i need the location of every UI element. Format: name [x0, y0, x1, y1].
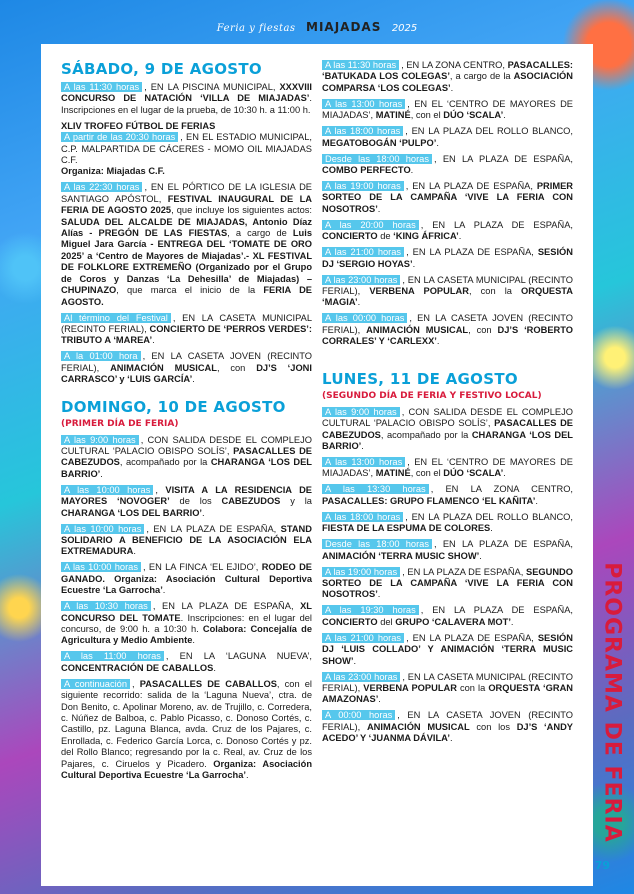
event-highlight: DJ’S ‘ANDY ACEDO’ Y ‘JUANMA DÁVILA’	[322, 721, 573, 744]
event-text: .	[490, 523, 493, 534]
event-time: A las 13:30 horas	[322, 484, 429, 494]
event-text: , EN LA PLAZA DE ESPAÑA,	[434, 153, 573, 164]
event-highlight: XL CONCURSO DEL TOMATE	[61, 601, 312, 623]
event-entry	[322, 247, 573, 270]
event-text: de	[377, 231, 394, 242]
event-entry	[61, 121, 312, 178]
event-text: , con el siguiente recorrido: salida de la ‘Laguna Nueva’, ctra. de Don Benito, c. Apolinar Moreno, av. de Trujillo, c. Corredera, c. Núñez de Balboa, c. Pablo Picasso, c. Donoso Cortés, c. Castillo, pz. Laguna Blanca, avda. Cruz de los Pajares, c. Enrollada, c. Federico García Lorca, c. Donoso Cortés y pz. del Rollo Blanco; regresando por la c. Real, av. Cruz de los Pajares, c. Ciruelos y Picadero.	[61, 678, 312, 769]
event-entry	[322, 484, 573, 507]
event-time: A las 10:00 horas	[61, 524, 144, 534]
event-text: , con la	[468, 286, 522, 297]
header-brand: MIAJADAS	[306, 20, 382, 34]
event-highlight: DÚO ‘SCALA’	[443, 110, 504, 121]
event-text: .	[192, 374, 195, 385]
event-time: A las 00:00 horas	[322, 313, 407, 323]
event-text: .	[412, 258, 416, 269]
event-entry	[61, 562, 312, 596]
event-text: , EN LA PLAZA DE ESPAÑA,	[152, 601, 301, 612]
event-entry	[322, 605, 573, 628]
event-text: , EN LA CASETA MUNICIPAL (RECINTO FERIAL),	[61, 312, 313, 334]
event-time: Al término del Festival	[61, 313, 171, 323]
event-text: .	[510, 616, 514, 627]
event-text: , EN LA PLAZA DE ESPAÑA,	[146, 523, 281, 534]
event-highlight: CONCENTRACIÓN DE CABALLOS	[61, 662, 214, 673]
event-time: Desde las 18:00 horas	[322, 154, 432, 164]
event-text: .	[213, 662, 216, 673]
event-highlight: Organiza: Asociación Cultural Deportiva Ecuestre ‘La Garrocha’	[61, 758, 312, 781]
event-text: , EN LA CASETA JOVEN (RECINTO FERIAL),	[322, 313, 573, 335]
event-text: , con el	[410, 110, 444, 121]
event-time: A las 10:00 horas	[61, 485, 153, 495]
event-time: A las 10:30 horas	[61, 601, 151, 611]
event-highlight: MEGATOBOGÁN ‘PULPO’	[322, 137, 437, 148]
event-entry	[322, 99, 573, 122]
event-entry	[322, 275, 573, 309]
event-highlight: VERBENA POPULAR	[369, 286, 469, 297]
event-text: .	[353, 655, 357, 666]
event-text: .	[357, 297, 361, 308]
event-entry	[322, 512, 573, 535]
page-header	[0, 18, 634, 36]
day-title-monday: LUNES, 11 DE AGOSTO	[322, 369, 518, 388]
event-text: , EN EL ‘CENTRO DE MAYORES DE MIAJADAS’,	[322, 456, 573, 479]
event-time: A las 19:00 horas	[322, 181, 404, 191]
event-highlight: COMBO PERFECTO	[322, 165, 411, 176]
event-entry	[322, 154, 573, 177]
event-text: , EN LA CASETA JOVEN (RECINTO FERIAL),	[322, 710, 573, 732]
event-entry	[322, 407, 573, 453]
event-text: , CON SALIDA DESDE EL COMPLEJO CULTURAL ‘PALACIO OBISPO SOLÍS’,	[322, 406, 573, 429]
event-text: .	[361, 440, 364, 451]
event-highlight: SESIÓN DJ ‘SERGIO HOYAS’	[322, 247, 573, 269]
event-time: A las 10:00 horas	[61, 562, 141, 572]
event-text: , EN LA PLAZA DEL ROLLO BLANCO,	[405, 126, 574, 137]
event-highlight: ANIMACIÓN MUSICAL	[366, 324, 469, 335]
event-text: de los	[169, 496, 222, 507]
event-highlight: PRIMER SORTEO DE LA CAMPAÑA ‘VIVE LA FERIA CON NOSOTROS’	[322, 181, 573, 214]
event-text: .	[192, 635, 195, 646]
event-time: Desde las 18:00 horas	[322, 539, 432, 549]
header-year: 2025	[391, 23, 418, 34]
event-text: , EN LA CASETA MUNICIPAL (RECINTO FERIAL),	[322, 671, 573, 693]
event-text: , EN LA PLAZA DEL ROLLO BLANCO,	[405, 511, 574, 522]
event-highlight: MATINÉ	[375, 468, 411, 479]
event-entry	[322, 220, 573, 243]
event-time: A la 01:00 hora	[61, 351, 141, 361]
content-panel	[41, 44, 593, 886]
event-time: A las 21:00 horas	[322, 247, 404, 257]
event-text: , a cargo de	[227, 228, 293, 239]
event-highlight: CONCIERTO	[322, 616, 378, 627]
event-text: .	[245, 770, 249, 781]
event-highlight: MATINÉ	[375, 110, 411, 121]
event-text: , con	[216, 362, 257, 373]
event-entry	[322, 567, 573, 601]
event-text: , EN LA PLAZA DE ESPAÑA,	[406, 632, 538, 643]
event-highlight: ASOCIACIÓN COMPARSA ‘LOS COLEGAS’	[322, 71, 573, 93]
event-highlight: DJ’S ‘ROBERTO CORRALES’ Y ‘CARLEXX’	[322, 324, 573, 347]
event-time: A las 23:00 horas	[322, 672, 400, 682]
event-text: con los	[469, 721, 517, 732]
event-highlight: CHARANGA ‘LOS DEL BARRIO’	[61, 457, 312, 479]
event-time: A las 11:30 horas	[61, 82, 142, 92]
event-text: .	[202, 507, 205, 518]
side-title-text: PROGRAMA DE FERIA	[599, 562, 625, 843]
event-time: A las 22:30 horas	[61, 182, 142, 192]
event-time: A las 18:00 horas	[322, 512, 403, 522]
event-text: .	[133, 546, 136, 557]
event-text: .	[436, 336, 440, 347]
event-highlight: ORQUESTA ‘GRAN AMAZONAS’	[322, 682, 573, 705]
event-text: , EN EL PÓRTICO DE LA IGLESIA DE SANTIAGO APÓSTOL,	[61, 182, 313, 204]
event-text: , EN EL ‘CENTRO DE MAYORES DE MIAJADAS’,	[322, 98, 573, 121]
event-highlight: FERIA DE AGOSTO.	[61, 285, 312, 307]
event-text: , EN LA PLAZA DE ESPAÑA,	[405, 181, 537, 192]
day-title-sunday: DOMINGO, 10 DE AGOSTO	[61, 397, 286, 416]
event-highlight: PASACALLES DE CABALLOS	[139, 678, 277, 689]
event-highlight: CABEZUDOS	[221, 496, 281, 507]
event-text: , EN LA PLAZA DE ESPAÑA,	[402, 566, 526, 577]
event-entry	[322, 313, 573, 347]
event-text: .	[378, 694, 381, 705]
event-text: .	[535, 495, 538, 506]
event-entry	[61, 435, 312, 481]
left-column	[61, 54, 312, 786]
event-text: ,	[155, 484, 166, 495]
event-entry	[61, 651, 312, 674]
event-text: ,	[132, 678, 140, 689]
event-highlight: PASACALLES DE CABEZUDOS	[61, 445, 313, 468]
event-text: , EN LA PLAZA DE ESPAÑA,	[434, 539, 573, 550]
event-highlight: ANIMACIÓN ‘TERRA MUSIC SHOW’	[322, 550, 480, 561]
event-text: , EN LA PLAZA DE ESPAÑA,	[420, 219, 573, 230]
event-entry	[322, 539, 573, 562]
event-text: del	[377, 616, 396, 627]
event-text: , EN LA ZONA CENTRO,	[430, 484, 574, 495]
event-highlight: SALUDA DEL ALCALDE DE MIAJADAS, Antonio Díaz Alías - PREGÓN DE LAS FIESTAS	[61, 216, 312, 239]
event-heading: XLIV TROFEO FÚTBOL DE FERIAS	[61, 120, 216, 131]
event-text: , acompañado por la	[119, 457, 211, 468]
event-highlight: GRUPO ‘CALAVERA MOT’	[395, 616, 511, 627]
event-text: .	[436, 137, 439, 148]
event-text: .	[503, 110, 506, 121]
event-highlight: ORQUESTA ‘MAGIA’	[322, 286, 574, 308]
event-text: .	[377, 203, 381, 214]
event-text: .	[479, 550, 482, 561]
event-text: , EN LA PLAZA DE ESPAÑA,	[420, 605, 573, 616]
event-highlight: XXXVIII CONCURSO DE NATACIÓN ‘VILLA DE MIAJADAS’	[61, 82, 312, 104]
event-time: A las 13:00 horas	[322, 99, 405, 109]
event-time: A las 9:00 horas	[322, 407, 400, 417]
event-text: con la	[456, 682, 489, 693]
event-highlight: ‘KING ÁFRICA’	[393, 231, 459, 242]
event-entry	[61, 351, 312, 385]
event-highlight: CHARANGA ‘LOS DEL BARRIO’	[61, 507, 203, 518]
event-entry	[322, 126, 573, 149]
header-script: Feria y fiestas	[216, 23, 296, 34]
event-text: , EN LA CASETA JOVEN (RECINTO FERIAL),	[61, 351, 313, 373]
event-highlight: ANIMACIÓN MUSICAL	[366, 721, 470, 732]
event-text: . Inscripciones en el lugar de la prueba, de 10:30 h. a 11:00 h.	[61, 93, 312, 115]
event-highlight: RODEO DE GANADO. Organiza: Asociación Cultural Deportiva Ecuestre ‘La Garrocha’	[61, 562, 312, 596]
event-highlight: SEGUNDO SORTEO DE LA CAMPAÑA ‘VIVE LA FERIA CON NOSOTROS’	[322, 566, 574, 600]
event-time: A las 23:00 horas	[322, 275, 400, 285]
event-entry	[322, 181, 573, 215]
event-highlight: STAND SOLIDARIO A BENEFICIO DE LA ASOCIACIÓN ELA EXTREMADURA	[61, 523, 312, 557]
event-highlight: SESIÓN DJ ‘LUIS COLLADO’ Y ANIMACIÓN ‘TERRA MUSIC SHOW’	[322, 632, 573, 666]
page-number: 79	[594, 859, 610, 872]
event-highlight: Luis Miguel Jara García - ENTREGA DEL ‘TOMATE DE ORO 2025’ a ‘Centro de Mayores de Miajadas’.- XL FESTIVAL DE FOLKLORE EXTREMEÑO (Organizado por el Grupo de Coros y Danzas ‘La Dehesilla’ de Miajadas) – CHUPINAZO	[61, 228, 312, 296]
event-entry	[322, 672, 573, 706]
event-time: A las 13:00 horas	[322, 457, 405, 467]
event-text: , con el	[410, 468, 444, 479]
event-text: .	[152, 335, 155, 346]
day-title-saturday: SÁBADO, 9 DE AGOSTO	[61, 60, 262, 78]
event-entry	[61, 524, 312, 558]
event-highlight: CONCIERTO DE ‘PERROS VERDES’: TRIBUTO A ‘MAREA’	[61, 323, 312, 346]
event-entry	[322, 710, 573, 744]
event-highlight: DÚO ‘SCALA’	[443, 468, 504, 479]
event-text: .	[162, 585, 166, 596]
event-text: . Inscripciones: en el lugar del concurso, de 9:00 h. a 10:30 h.	[61, 612, 313, 634]
event-highlight: DJ’S ‘JONI CARRASCO’ y ‘LUIS GARCÍA’	[61, 362, 312, 385]
event-text: , EN LA FINCA ‘EL EJIDO’,	[143, 562, 262, 573]
event-text: , CON SALIDA DESDE EL COMPLEJO CULTURAL ‘PALACIO OBISPO SOLÍS’,	[61, 434, 312, 456]
right-column	[322, 54, 573, 749]
event-highlight: VERBENA POPULAR	[363, 682, 457, 693]
event-text: , EN LA PISCINA MUNICIPAL,	[144, 82, 280, 92]
event-highlight: FIESTA DE LA ESPUMA DE COLORES	[322, 523, 491, 534]
event-entry	[61, 82, 312, 116]
event-text: .	[377, 589, 381, 600]
event-text: , con	[468, 324, 498, 335]
event-text: .	[100, 468, 103, 479]
event-time: A las 11:00 horas	[61, 651, 164, 661]
event-text: , EN EL ESTADIO MUNICIPAL, C.P. MALPARTIDA DE CÁCERES - MOMO OIL MIAJADAS C.F.	[61, 132, 312, 166]
event-highlight: PASACALLES DE CABEZUDOS	[322, 418, 574, 440]
event-text: , acompañado por la	[380, 429, 472, 440]
event-text: .	[450, 82, 454, 93]
event-text: , EN LA ZONA CENTRO,	[401, 60, 508, 70]
event-text: .	[458, 231, 462, 242]
event-entry	[322, 633, 573, 667]
event-time: A las 11:30 horas	[322, 60, 399, 70]
event-highlight: CHARANGA ‘LOS DEL BARRIO’	[322, 429, 573, 451]
event-time: A 00:00 horas	[322, 710, 395, 720]
event-time: A las 19:00 horas	[322, 567, 400, 577]
event-text: , que incluye los siguientes actos:	[171, 205, 312, 216]
event-highlight: PASACALLES: ‘BATUKADA LOS COLEGAS’	[322, 60, 574, 82]
event-time: A las 21:00 horas	[322, 633, 404, 643]
event-time: A las 18:00 horas	[322, 126, 403, 136]
event-text: , EN LA ‘LAGUNA NUEVA’,	[165, 651, 312, 662]
event-entry	[61, 313, 312, 347]
event-time: A partir de las 20:30 horas	[61, 132, 178, 142]
event-entry	[322, 60, 573, 94]
event-text: , que marca el inicio de la	[116, 285, 264, 296]
event-time: A las 9:00 horas	[61, 435, 139, 445]
event-entry	[322, 457, 573, 480]
event-text: .	[410, 165, 414, 176]
event-organizer: Organiza: Miajadas C.F.	[61, 166, 165, 177]
event-time: A continuación	[61, 679, 130, 689]
event-text: .	[449, 733, 453, 744]
event-highlight: CONCIERTO	[322, 231, 378, 242]
day-subtitle-sunday: (PRIMER DÍA DE FERIA)	[61, 418, 179, 429]
event-text: , a cargo de la	[449, 71, 514, 82]
day-subtitle-monday: (SEGUNDO DÍA DE FERIA Y FESTIVO LOCAL)	[322, 390, 542, 401]
event-time: A las 20:00 horas	[322, 220, 419, 230]
event-highlight: Colabora: Concejalía de Agricultura y Medio Ambiente	[61, 624, 312, 646]
event-entry	[61, 485, 312, 519]
event-text: .	[503, 468, 506, 479]
event-entry	[61, 182, 312, 307]
event-entry	[61, 679, 312, 782]
event-text: y la	[280, 496, 312, 507]
event-time: A las 19:30 horas	[322, 605, 419, 615]
event-text: , EN LA CASETA MUNICIPAL (RECINTO FERIAL),	[322, 274, 573, 297]
event-highlight: VISITA A LA RESIDENCIA DE MAYORES ‘NOVOGER’	[61, 484, 312, 507]
event-entry	[61, 601, 312, 647]
side-title	[596, 556, 628, 856]
event-text: , EN LA PLAZA DE ESPAÑA,	[406, 247, 538, 258]
event-highlight: ANIMACIÓN MUSICAL	[110, 362, 217, 373]
event-highlight: PASACALLES: GRUPO FLAMENCO ‘EL KAÑITA’	[322, 495, 536, 506]
event-highlight: FESTIVAL INAUGURAL DE LA FERIA DE AGOSTO 2025	[61, 193, 312, 216]
